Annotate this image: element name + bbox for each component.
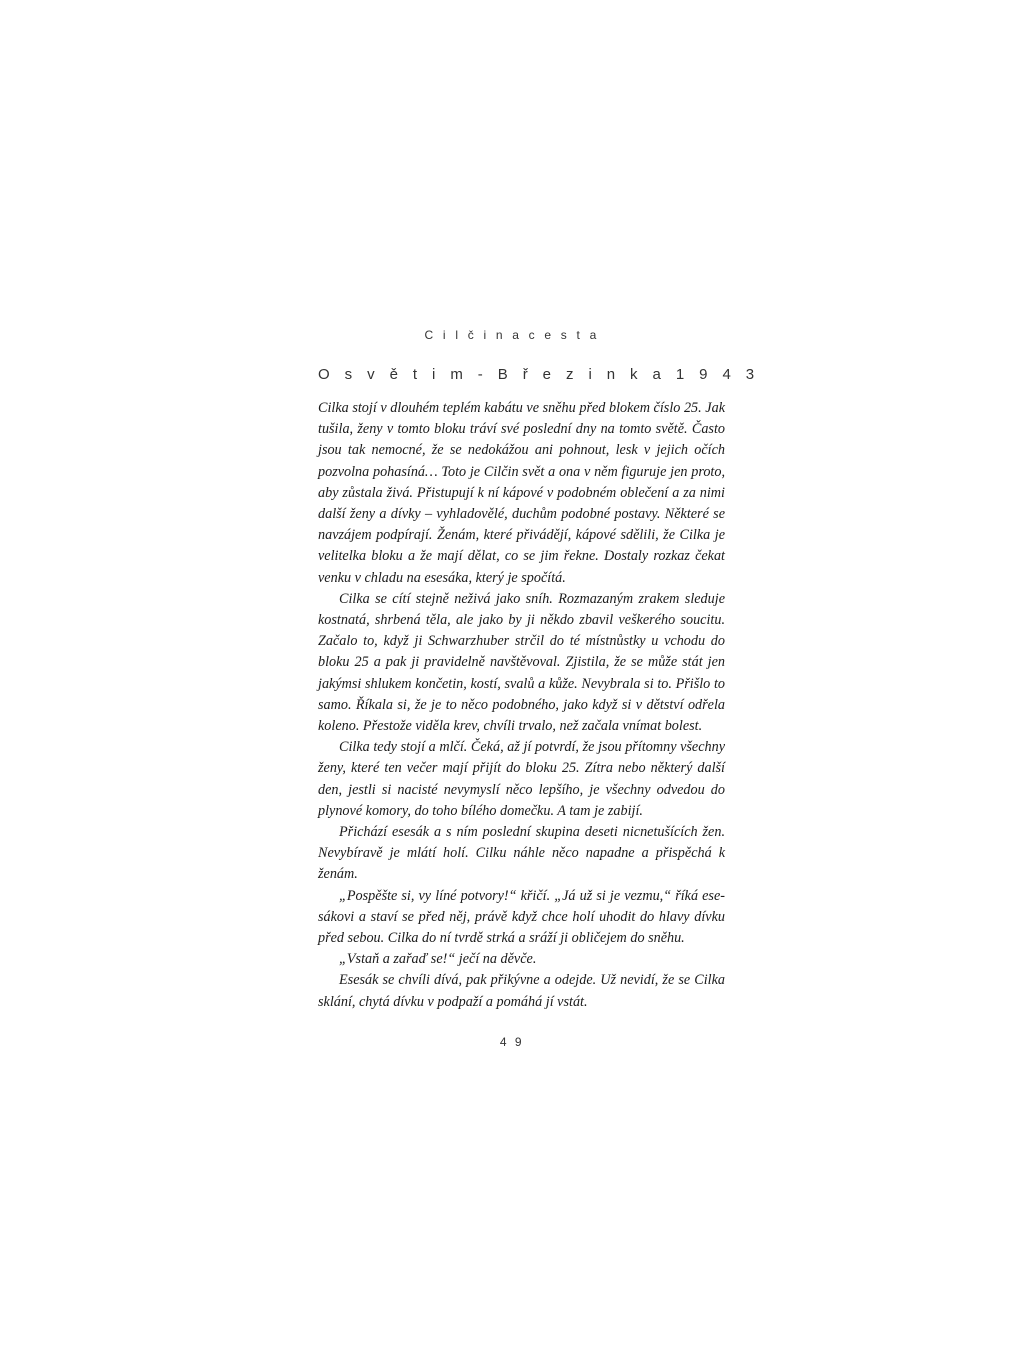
chapter-title: O s v ě t i m - B ř e z i n k a 1 9 4 3 bbox=[318, 366, 760, 383]
running-head: C i l č i n a c e s t a bbox=[424, 328, 600, 342]
paragraph: Přichází esesák a s ním poslední skupina deseti nicnetušících žen. Nevybíravě je mlátí holí. Cilku náhle něco napadne a přispěchá k ženám. bbox=[318, 824, 725, 883]
paragraph: Cilka stojí v dlouhém teplém kabátu ve sněhu před blokem číslo 25. Jak tušila, ženy v tomto bloku tráví své poslední dny na tomto světě. Často jsou tak nemocné, že se nedokážou ani pohnout, lesk v jejich očích pozvolna pohasíná… Toto je Cilčin svět a ona v něm figuruje jen proto, aby zůstala živá. Přistupují k ní kápové v podobném oblečení a za nimi další ženy a dívky – vyhladovělé, duchům podobné postavy. Některé se navzájem podpírají. Ženám, které přivádějí, kápové sdělili, že Cilka je velitelka bloku a že mají dělat, co se jim řekne. Dostaly rozkaz čekat venku v chladu na esesáka, který je spočítá. bbox=[318, 400, 725, 586]
paragraph: Esesák se chvíli dívá, pak přikývne a odejde. Už nevidí, že se Cilka sklání, chytá dívku v podpaží a pomáhá jí vstát. bbox=[318, 972, 725, 1010]
body-text bbox=[318, 398, 725, 1013]
paragraph: Cilka se cítí stejně neživá jako sníh. Rozmazaným zrakem sleduje kostnatá, shrbená těla, ale jako by ji někdo zbavil veškerého soucitu. Začalo to, když ji Schwarzhuber strčil do té místnůstky u vchodu do bloku 25 a pak ji pravidelně navštěvoval. Zjistila, že se může stát jen jakýmsi shlukem končetin, kostí, svalů a kůže. Nevybrala si to. Přišlo to samo. Říkala si, že je to něco podobného, jako když si v dětství odřela koleno. Přestože viděla krev, chvíli trvalo, než začala vnímat bolest. bbox=[318, 590, 725, 735]
paragraph: Cilka tedy stojí a mlčí. Čeká, až jí potvrdí, že jsou přítomny všechny ženy, které ten večer mají přijít do bloku 25. Zítra nebo některý další den, jestli si nacisté nevymyslí něco lepšího, je všechny odvedou do plynové komory, do toho bílého domečku. A tam je zabijí. bbox=[318, 739, 725, 819]
paragraph: „Pospěšte si, vy líné potvory!“ křičí. „Já už si je vezmu,“ říká esesákovi a staví se před něj, právě když chce holí uhodit do hlavy dívku před sebou. Cilka do ní tvrdě strká a sráží ji obličejem do sněhu. bbox=[318, 887, 725, 947]
paragraph: „Vstaň a zařaď se!“ ječí na děvče. bbox=[339, 951, 537, 968]
page-number: 4 9 bbox=[499, 1035, 525, 1049]
